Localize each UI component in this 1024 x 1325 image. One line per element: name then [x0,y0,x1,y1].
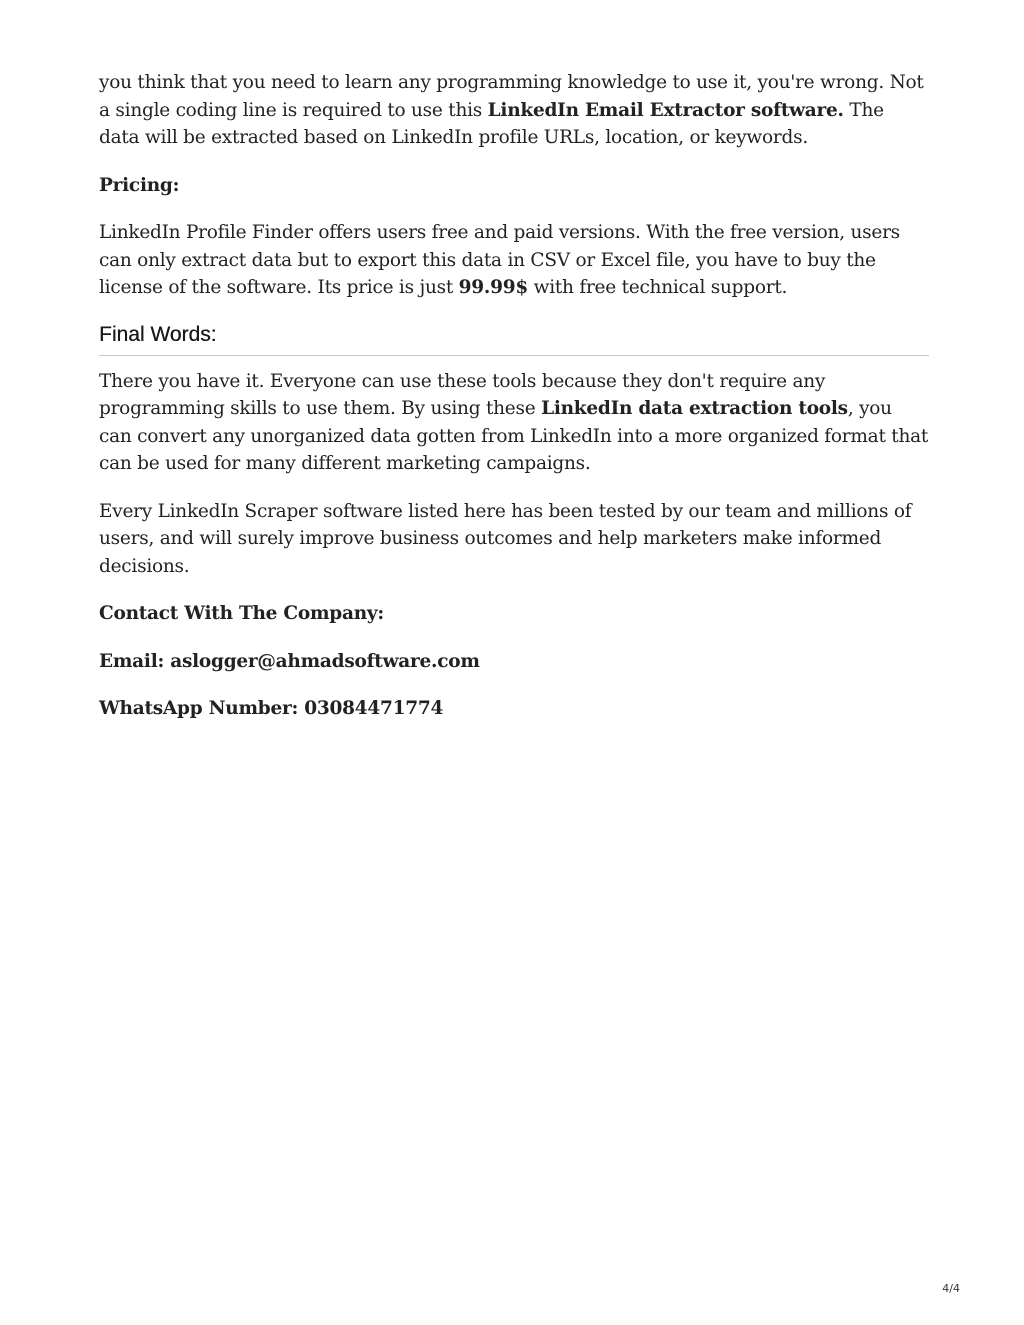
whatsapp-line: WhatsApp Number: 03084471774 [99,698,444,719]
final-paragraph-1 [99,368,929,478]
pricing-bold-price: 99.99$ [458,277,528,298]
final-words-heading: Final Words: [99,322,217,346]
pricing-text-end: with free technical support. [527,277,788,298]
final1-bold-tools: LinkedIn data extraction tools [541,398,848,419]
email-line: Email: aslogger@ahmadsoftware.com [99,650,480,672]
pricing-paragraph [99,219,929,302]
final-paragraph-2: Every LinkedIn Scraper software listed here has been tested by our team and millions of users, and will surely improve business outcomes and help marketers make informed decisions. [99,500,912,577]
intro-paragraph [99,69,929,152]
pricing-text-start: LinkedIn Profile Finder offers users free and paid versions. With the free version, users can only extract data but to export this data in CSV or Excel file, you have to buy the license of the software. Its price is just [99,222,900,298]
intro-bold-product: LinkedIn Email Extractor software. [487,99,844,121]
contact-heading: Contact With The Company: [99,603,384,624]
page-number: 4/4 [942,1282,960,1295]
intro-text-end: The data will be extracted based on LinkedIn profile URLs, location, or keywords. [99,99,884,148]
final1-text-start: There you have it. Everyone can use these tools because they don't require any programming skills to use them. By using these [99,370,826,419]
pricing-heading: Pricing: [99,174,180,196]
intro-text-start: you think that you need to learn any programming knowledge to use it, you're wrong. Not a single coding line is required to use this [99,72,924,121]
final1-text-end: , you can convert any unorganized data gotten from LinkedIn into a more organized format that can be used for many different marketing campaigns. [99,398,929,474]
heading-divider [99,355,929,356]
document-page [99,69,929,743]
